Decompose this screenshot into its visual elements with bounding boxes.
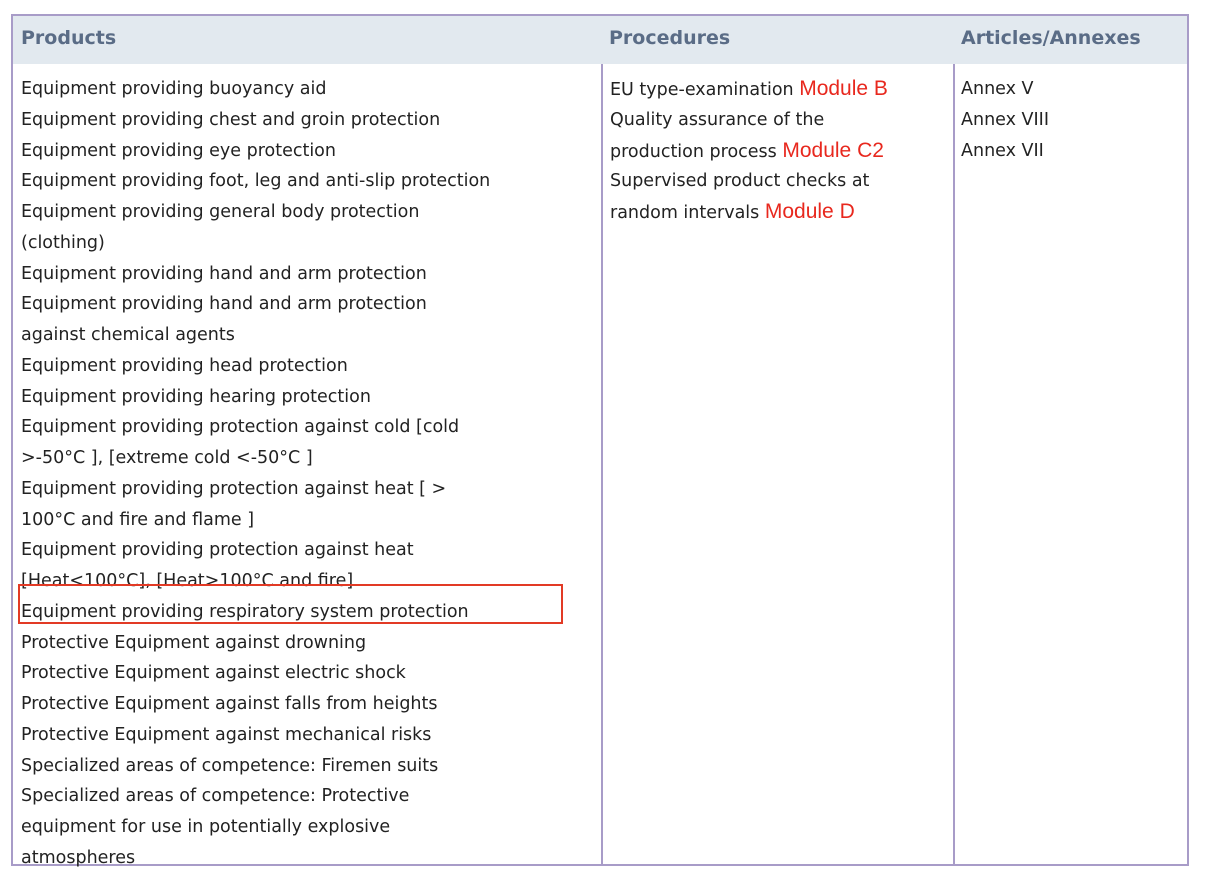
product-line: equipment for use in potentially explosive: [21, 817, 391, 837]
product-line: Equipment providing hand and arm protection: [21, 263, 427, 284]
procedure-line: [610, 166, 888, 197]
product-line: Protective Equipment against electric shock: [21, 663, 406, 684]
annex-line: Annex VIII: [961, 109, 1049, 130]
procedure-text: EU type-examination: [610, 80, 794, 100]
product-line: Equipment providing hand and arm protection: [21, 294, 427, 315]
product-line: [Heat<100°C], [Heat>100°C and fire]: [21, 571, 354, 591]
products-column: [21, 74, 490, 874]
product-line: Equipment providing protection against heat: [21, 540, 414, 561]
product-line: against chemical agents: [21, 325, 235, 345]
product-line: Equipment providing chest and groin protection: [21, 109, 441, 130]
product-line: 100°C and fire and flame ]: [21, 509, 255, 530]
module-label: Module D: [764, 200, 855, 223]
product-line: Equipment providing head protection: [21, 355, 348, 376]
product-line: Protective Equipment against drowning: [21, 632, 367, 653]
procedure-line: [610, 105, 888, 136]
procedure-text: random intervals: [610, 203, 760, 223]
procedure-line: [610, 136, 888, 167]
product-line: Equipment providing buoyancy aid: [21, 79, 327, 99]
procedure-text: production process: [610, 141, 777, 162]
product-line: Equipment providing protection against heat [ >: [21, 478, 447, 499]
product-line: Equipment providing protection against cold [cold: [21, 417, 460, 438]
header-procedures: Procedures: [609, 27, 731, 49]
module-label: Module C2: [782, 138, 884, 162]
ppe-conformity-table: [11, 14, 1189, 866]
product-line: Equipment providing respiratory system protection: [21, 601, 469, 622]
product-line: Specialized areas of competence: Protective: [21, 786, 410, 807]
table-header-row: [13, 16, 1187, 64]
header-articles-annexes: Articles/Annexes: [961, 27, 1141, 49]
product-line: Equipment providing eye protection: [21, 140, 336, 161]
procedure-line: [610, 197, 888, 228]
product-line: (clothing): [21, 232, 105, 253]
product-line: Equipment providing hearing protection: [21, 386, 371, 407]
product-line: >-50°C ], [extreme cold <-50°C ]: [21, 448, 313, 468]
articles-column: [961, 74, 1049, 166]
procedure-text: Quality assurance of the: [610, 109, 825, 130]
annex-line: Annex VII: [961, 140, 1044, 161]
procedure-text: Supervised product checks at: [610, 171, 870, 192]
annex-line: Annex V: [961, 79, 1034, 99]
product-line: Equipment providing general body protection: [21, 202, 420, 222]
product-line: Specialized areas of competence: Firemen suits: [21, 755, 439, 776]
product-line: Protective Equipment against falls from heights: [21, 694, 438, 714]
procedure-line: [610, 74, 888, 105]
column-divider-2: [953, 64, 955, 864]
procedures-column: [610, 74, 888, 228]
product-line: Equipment providing foot, leg and anti-slip protection: [21, 171, 491, 192]
module-label: Module B: [799, 77, 888, 100]
header-products: Products: [21, 27, 117, 49]
product-line: atmospheres: [21, 847, 136, 868]
column-divider-1: [601, 64, 603, 864]
product-line: Protective Equipment against mechanical risks: [21, 724, 432, 745]
